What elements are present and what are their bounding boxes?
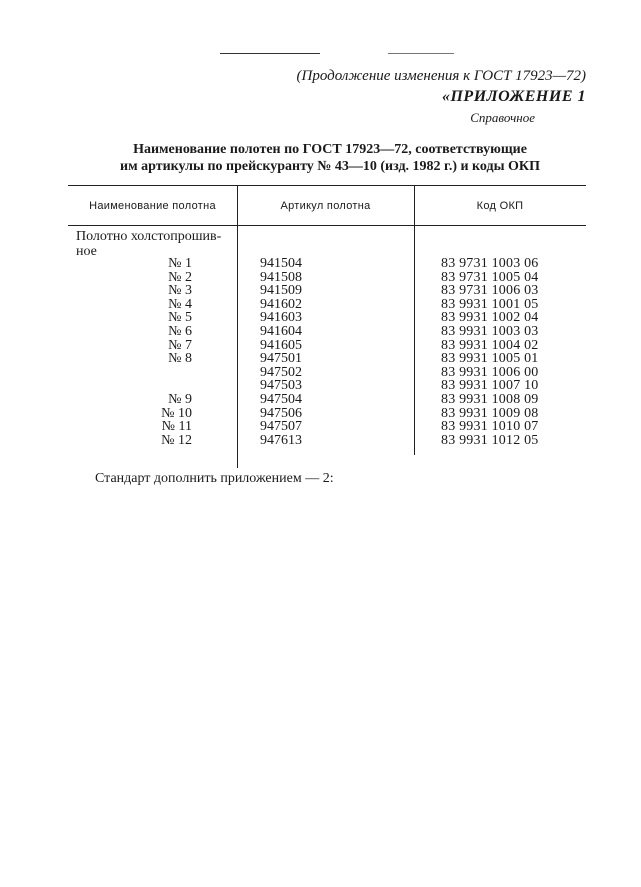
table-row (0, 298, 641, 312)
caption-line-2: им артикулы по прейскуранту № 43—10 (изд. 1982 г.) и коды ОКП (120, 159, 540, 174)
table-row (0, 311, 641, 325)
table-row (0, 352, 641, 366)
appendix-title: «ПРИЛОЖЕНИЕ 1 (441, 88, 586, 105)
table-row (0, 379, 641, 393)
row-code: 83 9931 1007 10 (441, 378, 539, 394)
row-code: 83 9931 1005 01 (441, 351, 539, 367)
row-code: 83 9931 1012 05 (441, 432, 539, 448)
table-row (0, 407, 641, 421)
row-number: № 6 (168, 323, 192, 339)
column-header-code: Код ОКП (476, 200, 524, 212)
row-number: № 12 (161, 432, 192, 448)
row-article: 947506 (260, 405, 302, 421)
table-row (0, 393, 641, 407)
row-number: № 11 (161, 419, 192, 435)
row-article: 941604 (260, 323, 302, 339)
row-code: 83 9931 1009 08 (441, 405, 539, 421)
table-row (0, 434, 641, 448)
row-article: 941508 (260, 269, 302, 285)
fabric-name-line-2: ное (76, 244, 97, 259)
row-article: 941603 (260, 310, 302, 326)
column-header-name: Наименование полотна (89, 200, 216, 212)
table-row (0, 257, 641, 271)
row-number: № 1 (168, 256, 192, 271)
row-article: 947507 (260, 419, 302, 435)
column-header-article: Артикул полотна (280, 200, 371, 212)
row-code: 83 9931 1003 03 (441, 323, 539, 339)
caption-line-1: Наименование полотен по ГОСТ 17923—72, соответствующие (133, 142, 527, 157)
row-number: № 7 (168, 337, 192, 353)
appendix-reference: Справочное (470, 110, 535, 125)
row-article: 947502 (260, 364, 302, 380)
table-row (0, 366, 641, 380)
table-top-border (68, 185, 586, 186)
row-number: № 2 (168, 269, 192, 285)
row-article: 941605 (260, 337, 302, 353)
row-article: 941504 (260, 256, 302, 271)
footer-note: Стандарт дополнить приложением — 2: (95, 471, 334, 486)
row-article: 941602 (260, 296, 302, 312)
table-header-border (68, 225, 586, 226)
row-number: № 4 (168, 296, 192, 312)
row-code: 83 9931 1002 04 (441, 310, 539, 326)
row-number: № 10 (161, 405, 192, 421)
table-row (0, 284, 641, 298)
table-row (0, 271, 641, 285)
fabric-name-line-1: Полотно холстопрошив- (76, 229, 222, 244)
row-code: 83 9931 1004 02 (441, 337, 539, 353)
fabric-name (76, 229, 221, 259)
table-caption (60, 141, 600, 175)
row-code: 83 9731 1006 03 (441, 283, 539, 299)
table-body (0, 257, 641, 447)
row-number: № 8 (168, 351, 192, 367)
row-code: 83 9931 1010 07 (441, 419, 539, 435)
row-code: 83 9931 1008 09 (441, 391, 539, 407)
row-article: 941509 (260, 283, 302, 299)
row-article: 947613 (260, 432, 302, 448)
top-divider-left (220, 53, 320, 54)
row-code: 83 9931 1006 00 (441, 364, 539, 380)
row-article: 947501 (260, 351, 302, 367)
row-number: № 9 (168, 391, 192, 407)
row-code: 83 9931 1001 05 (441, 296, 539, 312)
row-article: 947503 (260, 378, 302, 394)
row-code: 83 9731 1005 04 (441, 269, 539, 285)
table-row (0, 420, 641, 434)
top-divider-right (388, 53, 454, 54)
continuation-note: (Продолжение изменения к ГОСТ 17923—72) (296, 68, 586, 84)
table-row (0, 339, 641, 353)
row-number: № 5 (168, 310, 192, 326)
table-row (0, 325, 641, 339)
row-code: 83 9731 1003 06 (441, 256, 539, 271)
row-number: № 3 (168, 283, 192, 299)
row-article: 947504 (260, 391, 302, 407)
